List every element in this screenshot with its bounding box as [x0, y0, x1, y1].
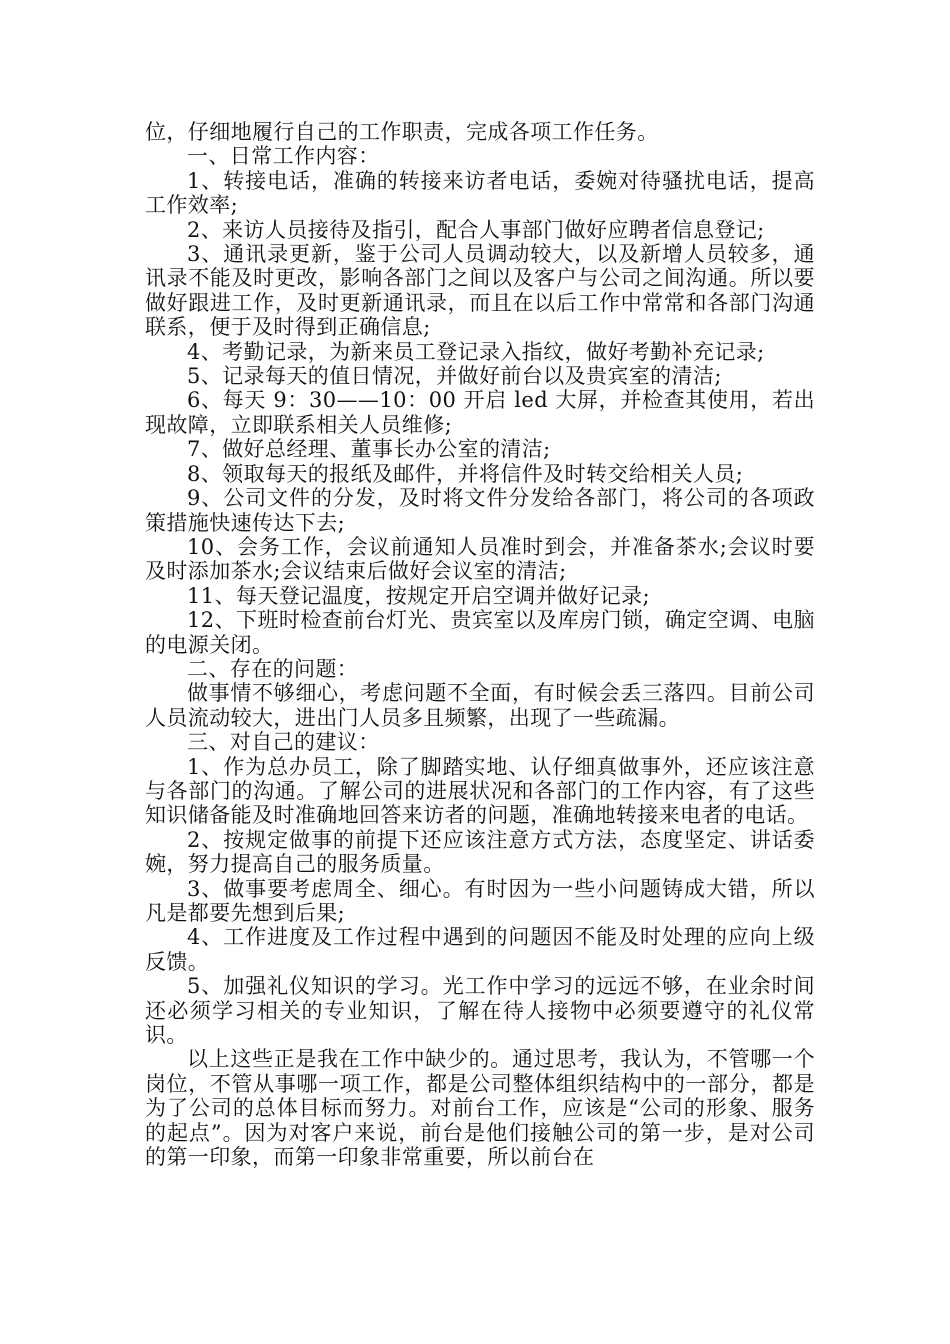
suggestion-item-3: 3、做事要考虑周全、细心。有时因为一些小问题铸成大错，所以凡是都要先想到后果; — [145, 876, 815, 925]
list-item-1: 1、转接电话，准确的转接来访者电话，委婉对待骚扰电话，提高工作效率; — [145, 168, 815, 218]
list-item-11: 11、每天登记温度，按规定开启空调并做好记录; — [187, 583, 650, 608]
paragraph-continuation: 位，仔细地履行自己的工作职责，完成各项工作任务。 — [145, 120, 659, 144]
list-item-5: 5、记录每天的值日情况，并做好前台以及贵宾室的清洁; — [187, 364, 722, 389]
heading-daily-work: 一、日常工作内容： — [187, 144, 380, 169]
suggestion-item-5: 5、加强礼仪知识的学习。光工作中学习的远远不够，在业余时间还必须学习相关的专业知识，了解在待人接物中必须要遵守的礼仪常识。 — [145, 974, 815, 1048]
list-item-12: 12、下班时检查前台灯光、贵宾室以及库房门锁，确定空调、电脑的电源关闭。 — [145, 608, 815, 657]
list-item-3: 3、通讯录更新，鉴于公司人员调动较大，以及新增人员较多，通讯录不能及时更改，影响各部门之间以及客户与公司之间沟通。所以要做好跟进工作，及时更新通讯录，而且在以后工作中常常和各部门沟通联系，便于及时得到正确信息; — [145, 242, 815, 340]
list-item-4: 4、考勤记录，为新来员工登记录入指纹，做好考勤补充记录; — [187, 339, 765, 364]
heading-suggestions: 三、对自己的建议： — [187, 730, 380, 755]
paragraph-conclusion: 以上这些正是我在工作中缺少的。通过思考，我认为，不管哪一个岗位，不管从事哪一项工作，都是公司整体组织结构中的一部分，都是为了公司的总体目标而努力。对前台工作，应该是“公司的形象、服务的起点”。因为对客户来说，前台是他们接触公司的第一步，是对公司的第一印象，而第一印象非常重要，所以前台在 — [145, 1047, 815, 1170]
document-body — [145, 120, 815, 1169]
list-item-10: 10、会务工作，会议前通知人员准时到会，并准备茶水;会议时要及时添加茶水;会议结束后做好会议室的清洁; — [145, 534, 815, 584]
list-item-8: 8、领取每天的报纸及邮件，并将信件及时转交给相关人员; — [187, 461, 744, 486]
suggestion-item-4: 4、工作进度及工作过程中遇到的问题因不能及时处理的应向上级反馈。 — [145, 925, 815, 974]
suggestion-item-1: 1、作为总办员工，除了脚踏实地、认仔细真做事外，还应该注意与各部门的沟通。了解公司的进展状况和各部门的工作内容，有了这些知识储备能及时准确地回答来访者的问题，准确地转接来电者的电话。 — [145, 754, 815, 828]
suggestion-item-2: 2、按规定做事的前提下还应该注意方式方法，态度坚定、讲话委婉，努力提高自己的服务质量。 — [145, 827, 815, 877]
list-item-7: 7、做好总经理、董事长办公室的清洁; — [187, 437, 551, 462]
list-item-2: 2、来访人员接待及指引，配合人事部门做好应聘者信息登记; — [187, 217, 765, 242]
list-item-6: 6、每天 9：30——10：00 开启 led 大屏，并检查其使用，若出现故障，立即联系相关人员维修; — [145, 388, 815, 437]
heading-problems: 二、存在的问题： — [187, 656, 359, 681]
paragraph-problems: 做事情不够细心，考虑问题不全面，有时候会丢三落四。目前公司人员流动较大，进出门人员多且频繁，出现了一些疏漏。 — [145, 681, 815, 730]
list-item-9: 9、公司文件的分发，及时将文件分发给各部门，将公司的各项政策措施快速传达下去; — [145, 486, 815, 535]
